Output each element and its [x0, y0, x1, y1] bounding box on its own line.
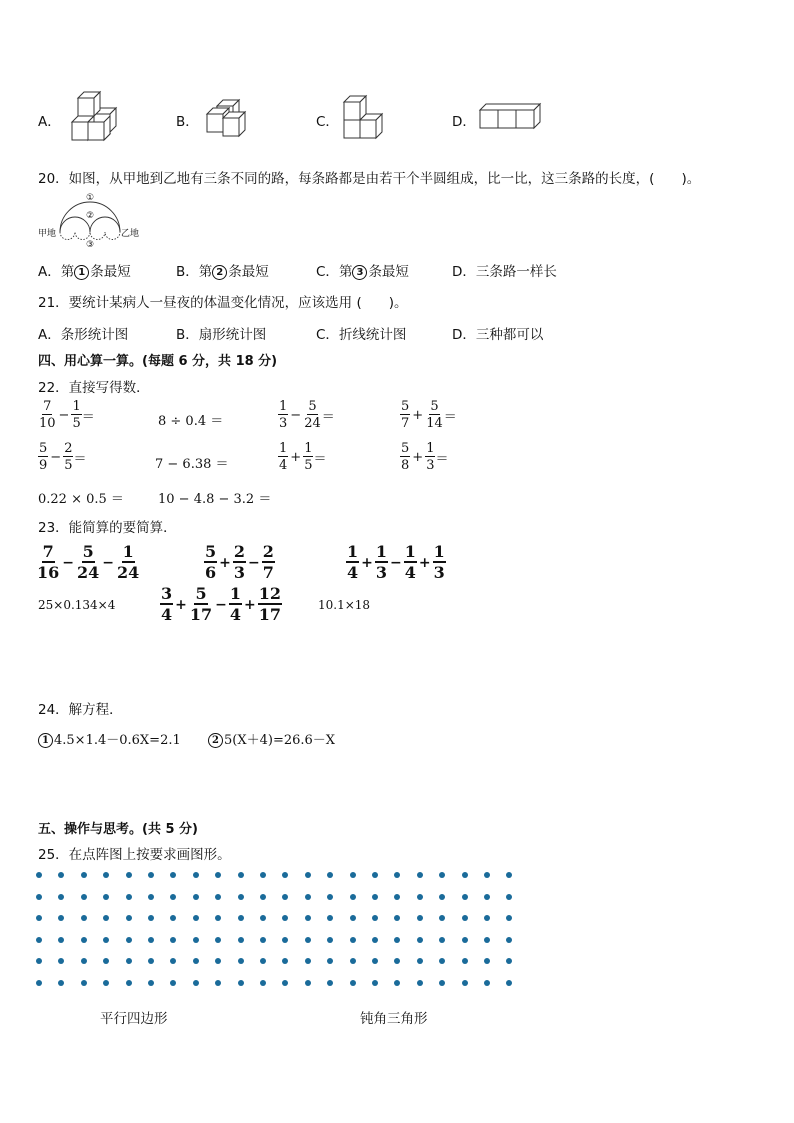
grid-dot[interactable]: [193, 958, 199, 964]
grid-dot[interactable]: [305, 894, 311, 900]
grid-dot[interactable]: [327, 937, 333, 943]
grid-dot[interactable]: [484, 894, 490, 900]
q22-row3-expr-1: 0.22 × 0.5 ＝: [38, 492, 124, 507]
grid-dot[interactable]: [394, 894, 400, 900]
grid-dot[interactable]: [327, 958, 333, 964]
grid-dot[interactable]: [170, 980, 176, 986]
q20-path-label-2: ②: [86, 211, 95, 221]
grid-dot[interactable]: [372, 915, 378, 921]
grid-dot[interactable]: [148, 937, 154, 943]
q25-title: 25．在点阵图上按要求画图形。: [38, 847, 231, 863]
grid-dot[interactable]: [58, 958, 64, 964]
grid-dot[interactable]: [462, 937, 468, 943]
grid-dot[interactable]: [103, 980, 109, 986]
q22-row2-expr-3: $\frac{1}{4}$ + $\frac{1}{5}$ ＝: [279, 441, 327, 473]
q20-path-label-1: ①: [86, 193, 95, 203]
grid-dot[interactable]: [417, 937, 423, 943]
q20-question-text: 20．如图，从甲地到乙地有三条不同的路，每条路都是由若干个半圆组成，比一比，这三条路的长度，( )。: [38, 171, 701, 187]
grid-dot[interactable]: [148, 915, 154, 921]
grid-dot[interactable]: [305, 937, 311, 943]
q20-option-a[interactable]: A．第 1 条最短: [38, 264, 131, 280]
q20-start-label: 甲地: [38, 229, 57, 239]
grid-dot[interactable]: [36, 894, 42, 900]
grid-dot[interactable]: [260, 915, 266, 921]
grid-dot[interactable]: [350, 958, 356, 964]
q22-row2-expr-1: $\frac{5}{9}$ − $\frac{2}{5}$ ＝: [39, 441, 87, 473]
grid-dot[interactable]: [215, 872, 221, 878]
grid-dot[interactable]: [103, 937, 109, 943]
grid-dot[interactable]: [350, 915, 356, 921]
grid-dot[interactable]: [81, 958, 87, 964]
grid-dot[interactable]: [327, 872, 333, 878]
grid-dot[interactable]: [506, 872, 512, 878]
grid-dot[interactable]: [417, 958, 423, 964]
grid-dot[interactable]: [58, 937, 64, 943]
grid-dot[interactable]: [327, 894, 333, 900]
grid-dot[interactable]: [126, 915, 132, 921]
grid-dot[interactable]: [238, 915, 244, 921]
grid-dot[interactable]: [305, 958, 311, 964]
q23-expr-1: $\frac{7}{16}$ − $\frac{5}{24}$ − $\frac{1}{24}$: [37, 542, 140, 582]
q25-dot-grid[interactable]: [36, 872, 516, 994]
q19-option-d-letter[interactable]: D．: [452, 114, 476, 130]
q20-path-label-3: ③: [86, 240, 95, 248]
grid-dot[interactable]: [327, 980, 333, 986]
q23-expr-3: $\frac{1}{4}$ + $\frac{1}{3}$ − $\frac{1}{4}$ + $\frac{1}{3}$: [347, 542, 445, 582]
q20-option-d[interactable]: D．三条路一样长: [452, 264, 557, 280]
grid-dot[interactable]: [506, 980, 512, 986]
grid-dot[interactable]: [238, 980, 244, 986]
grid-dot[interactable]: [372, 980, 378, 986]
grid-dot[interactable]: [350, 872, 356, 878]
circled-number: 1: [38, 733, 53, 748]
grid-dot[interactable]: [126, 958, 132, 964]
grid-dot[interactable]: [282, 980, 288, 986]
grid-dot[interactable]: [394, 980, 400, 986]
grid-dot[interactable]: [462, 894, 468, 900]
grid-dot[interactable]: [439, 915, 445, 921]
grid-dot[interactable]: [81, 915, 87, 921]
grid-dot[interactable]: [126, 980, 132, 986]
grid-dot[interactable]: [372, 872, 378, 878]
q23-expr-4: 25×0.134×4: [38, 598, 116, 612]
grid-dot[interactable]: [282, 937, 288, 943]
q22-row1-expr-4: $\frac{5}{7}$ + $\frac{5}{14}$ ＝: [401, 399, 457, 431]
q20-end-label: 乙地: [121, 229, 140, 239]
grid-dot[interactable]: [462, 872, 468, 878]
grid-dot[interactable]: [260, 980, 266, 986]
grid-dot[interactable]: [170, 872, 176, 878]
q21-question-text: 21．要统计某病人一昼夜的体温变化情况，应该选用 ( )。: [38, 295, 408, 311]
grid-dot[interactable]: [170, 937, 176, 943]
grid-dot[interactable]: [282, 872, 288, 878]
q22-row1-expr-2: 8 ÷ 0.4 ＝: [158, 414, 224, 429]
grid-dot[interactable]: [148, 958, 154, 964]
grid-dot[interactable]: [148, 894, 154, 900]
grid-dot[interactable]: [260, 894, 266, 900]
circled-number: 2: [208, 733, 223, 748]
q21-option-a[interactable]: A．条形统计图: [38, 327, 129, 343]
grid-dot[interactable]: [484, 915, 490, 921]
grid-dot[interactable]: [439, 894, 445, 900]
grid-dot[interactable]: [282, 958, 288, 964]
grid-dot[interactable]: [350, 937, 356, 943]
grid-dot[interactable]: [506, 894, 512, 900]
grid-dot[interactable]: [394, 872, 400, 878]
q24-equation-2: 2 5(X＋4)=26.6－X: [208, 729, 335, 748]
grid-dot[interactable]: [417, 872, 423, 878]
grid-dot[interactable]: [439, 937, 445, 943]
grid-dot[interactable]: [394, 937, 400, 943]
grid-dot[interactable]: [36, 872, 42, 878]
grid-dot[interactable]: [148, 872, 154, 878]
grid-dot[interactable]: [484, 958, 490, 964]
grid-dot[interactable]: [260, 958, 266, 964]
q24-title: 24．解方程．: [38, 702, 123, 718]
grid-dot[interactable]: [372, 937, 378, 943]
grid-dot[interactable]: [81, 937, 87, 943]
q20-option-b[interactable]: B．第 2 条最短: [176, 264, 269, 280]
grid-dot[interactable]: [36, 915, 42, 921]
grid-dot[interactable]: [103, 872, 109, 878]
grid-dot[interactable]: [193, 980, 199, 986]
grid-dot[interactable]: [215, 980, 221, 986]
grid-dot[interactable]: [103, 915, 109, 921]
grid-dot[interactable]: [81, 872, 87, 878]
section-4-heading: 四、用心算一算。(每题 6 分，共 18 分): [38, 354, 278, 369]
grid-dot[interactable]: [58, 894, 64, 900]
grid-dot[interactable]: [394, 958, 400, 964]
grid-dot[interactable]: [462, 915, 468, 921]
circled-number: 3: [352, 265, 367, 280]
grid-dot[interactable]: [193, 915, 199, 921]
q21-option-b[interactable]: B．扇形统计图: [176, 327, 267, 343]
grid-dot[interactable]: [305, 872, 311, 878]
grid-dot[interactable]: [193, 894, 199, 900]
q21-option-c[interactable]: C．折线统计图: [316, 327, 407, 343]
grid-dot[interactable]: [260, 937, 266, 943]
q22-row3-expr-2: 10 − 4.8 − 3.2 ＝: [158, 492, 272, 507]
q19-option-b-letter[interactable]: B．: [176, 114, 199, 130]
grid-dot[interactable]: [215, 915, 221, 921]
grid-dot[interactable]: [484, 872, 490, 878]
grid-dot[interactable]: [148, 980, 154, 986]
grid-dot[interactable]: [462, 958, 468, 964]
section-5-heading: 五、操作与思考。(共 5 分): [38, 822, 198, 837]
grid-dot[interactable]: [484, 937, 490, 943]
q19-option-a-letter[interactable]: A．: [38, 114, 61, 130]
grid-dot[interactable]: [417, 980, 423, 986]
grid-dot[interactable]: [126, 937, 132, 943]
q25-label-obtuse-triangle: 钝角三角形: [360, 1011, 428, 1027]
grid-dot[interactable]: [238, 937, 244, 943]
q22-row1-expr-3: $\frac{1}{3}$ − $\frac{5}{24}$ ＝: [279, 399, 335, 431]
grid-dot[interactable]: [282, 915, 288, 921]
grid-dot[interactable]: [126, 894, 132, 900]
grid-dot[interactable]: [439, 980, 445, 986]
grid-dot[interactable]: [36, 958, 42, 964]
grid-dot[interactable]: [103, 894, 109, 900]
grid-dot[interactable]: [238, 872, 244, 878]
grid-dot[interactable]: [327, 915, 333, 921]
grid-dot[interactable]: [81, 980, 87, 986]
grid-dot[interactable]: [462, 980, 468, 986]
grid-dot[interactable]: [417, 915, 423, 921]
grid-dot[interactable]: [305, 915, 311, 921]
grid-dot[interactable]: [58, 980, 64, 986]
grid-dot[interactable]: [170, 915, 176, 921]
grid-dot[interactable]: [193, 937, 199, 943]
circled-number: 1: [74, 265, 89, 280]
q23-title: 23．能简算的要简算．: [38, 520, 177, 536]
grid-dot[interactable]: [372, 894, 378, 900]
q22-title: 22．直接写得数．: [38, 380, 150, 396]
q22-row1-expr-1: $\frac{7}{10}$ − $\frac{1}{5}$ ＝: [39, 399, 95, 431]
q22-row2-expr-2: 7 − 6.38 ＝: [155, 457, 229, 472]
grid-dot[interactable]: [305, 980, 311, 986]
grid-dot[interactable]: [484, 980, 490, 986]
grid-dot[interactable]: [193, 872, 199, 878]
grid-dot[interactable]: [238, 894, 244, 900]
grid-dot[interactable]: [350, 894, 356, 900]
grid-dot[interactable]: [506, 915, 512, 921]
grid-dot[interactable]: [58, 915, 64, 921]
q24-equation-1: 1 4.5×1.4－0.6X=2.1: [38, 729, 181, 748]
grid-dot[interactable]: [170, 894, 176, 900]
grid-dot[interactable]: [394, 915, 400, 921]
q22-row2-expr-4: $\frac{5}{8}$ + $\frac{1}{3}$ ＝: [401, 441, 449, 473]
grid-dot[interactable]: [350, 980, 356, 986]
q23-expr-2: $\frac{5}{6}$ + $\frac{2}{3}$ − $\frac{2}{7}$: [205, 542, 274, 582]
grid-dot[interactable]: [238, 958, 244, 964]
q19-option-b-cubes-image: [203, 96, 259, 140]
grid-dot[interactable]: [81, 894, 87, 900]
grid-dot[interactable]: [282, 894, 288, 900]
q23-expr-6: 10.1×18: [318, 598, 371, 612]
grid-dot[interactable]: [170, 958, 176, 964]
grid-dot[interactable]: [215, 894, 221, 900]
grid-dot[interactable]: [58, 872, 64, 878]
grid-dot[interactable]: [103, 958, 109, 964]
grid-dot[interactable]: [506, 937, 512, 943]
grid-dot[interactable]: [215, 937, 221, 943]
circled-number: 2: [212, 265, 227, 280]
grid-dot[interactable]: [506, 958, 512, 964]
q21-option-d[interactable]: D．三种都可以: [452, 327, 544, 343]
q20-semicircle-paths-diagram: [38, 190, 148, 248]
grid-dot[interactable]: [417, 894, 423, 900]
grid-dot[interactable]: [215, 958, 221, 964]
grid-dot[interactable]: [260, 872, 266, 878]
grid-dot[interactable]: [36, 980, 42, 986]
q20-option-c[interactable]: C．第 3 条最短: [316, 264, 409, 280]
grid-dot[interactable]: [439, 872, 445, 878]
grid-dot[interactable]: [372, 958, 378, 964]
grid-dot[interactable]: [36, 937, 42, 943]
q19-option-d-cubes-image: [478, 100, 548, 134]
grid-dot[interactable]: [439, 958, 445, 964]
q19-option-c-letter[interactable]: C．: [316, 114, 339, 130]
q19-option-a-cubes-image: [66, 90, 126, 146]
q23-expr-5: $\frac{3}{4}$ + $\frac{5}{17}$ − $\frac{1}{4}$ + $\frac{12}{17}$: [161, 584, 282, 624]
grid-dot[interactable]: [126, 872, 132, 878]
q19-option-c-cubes-image: [340, 94, 392, 144]
q25-label-parallelogram: 平行四边形: [100, 1011, 168, 1027]
